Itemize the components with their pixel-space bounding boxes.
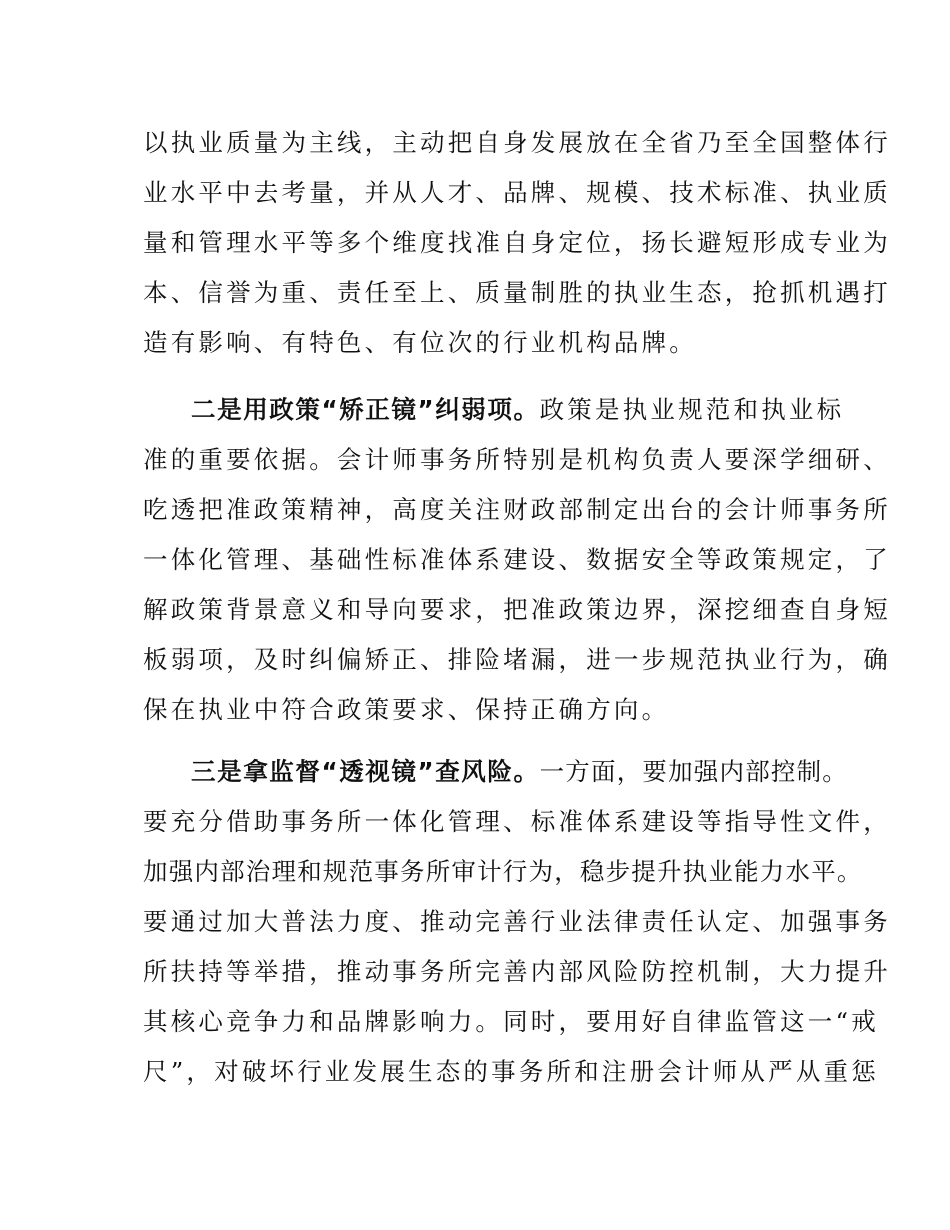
paragraph-2-line-2: 准的重要依据。会计师事务所特别是机构负责人要深学细研、 [143, 445, 891, 474]
paragraph-2-first-line [191, 390, 845, 430]
paragraph-1-line-5: 造有影响、有特色、有位次的行业机构品牌。 [143, 328, 697, 357]
paragraph-2-line-7: 保在执业中符合政策要求、保持正确方向。 [143, 695, 670, 724]
paragraph-3-line-2: 要充分借助事务所一体化管理、标准体系建设等指导性文件， [143, 807, 891, 836]
paragraph-3-first-line-text: 一方面，要加强内部控制。 [539, 757, 849, 786]
paragraph-3-first-line [191, 752, 849, 792]
paragraph-3-line-6: 其核心竞争力和品牌影响力。同时，要用好自律监管这一“戒 [143, 1007, 879, 1036]
paragraph-3-heading: 三是拿监督“透视镜”查风险。 [191, 757, 540, 786]
paragraph-3-line-4: 要通过加大普法力度、推动完善行业法律责任认定、加强事务 [143, 907, 891, 936]
paragraph-3-line-5: 所扶持等举措，推动事务所完善内部风险防控机制，大力提升 [143, 957, 891, 986]
paragraph-3-line-3: 加强内部治理和规范事务所审计行为，稳步提升执业能力水平。 [143, 857, 863, 886]
paragraph-2-line-4: 一体化管理、基础性标准体系建设、数据安全等政策规定，了 [143, 545, 891, 574]
paragraph-1-line-3: 量和管理水平等多个维度找准自身定位，扬长避短形成专业为 [143, 228, 891, 257]
paragraph-1-line-1: 以执业质量为主线，主动把自身发展放在全省乃至全国整体行 [143, 128, 891, 157]
paragraph-1-line-4: 本、信誉为重、责任至上、质量制胜的执业生态，抢抓机遇打 [143, 278, 891, 307]
paragraph-3-line-7: 尺”，对破坏行业发展生态的事务所和注册会计师从严从重惩 [143, 1057, 879, 1086]
paragraph-2-heading: 二是用政策“矫正镜”纠弱项。 [191, 395, 540, 424]
paragraph-2-line-3: 吃透把准政策精神，高度关注财政部制定出台的会计师事务所 [143, 495, 891, 524]
paragraph-2-first-line-text: 政策是执业规范和执业标 [539, 395, 845, 424]
paragraph-2-line-6: 板弱项，及时纠偏矫正、排险堵漏，进一步规范执业行为，确 [143, 645, 891, 674]
paragraph-2-line-5: 解政策背景意义和导向要求，把准政策边界，深挖细查自身短 [143, 595, 891, 624]
paragraph-1-line-2: 业水平中去考量，并从人才、品牌、规模、技术标准、执业质 [143, 178, 891, 207]
